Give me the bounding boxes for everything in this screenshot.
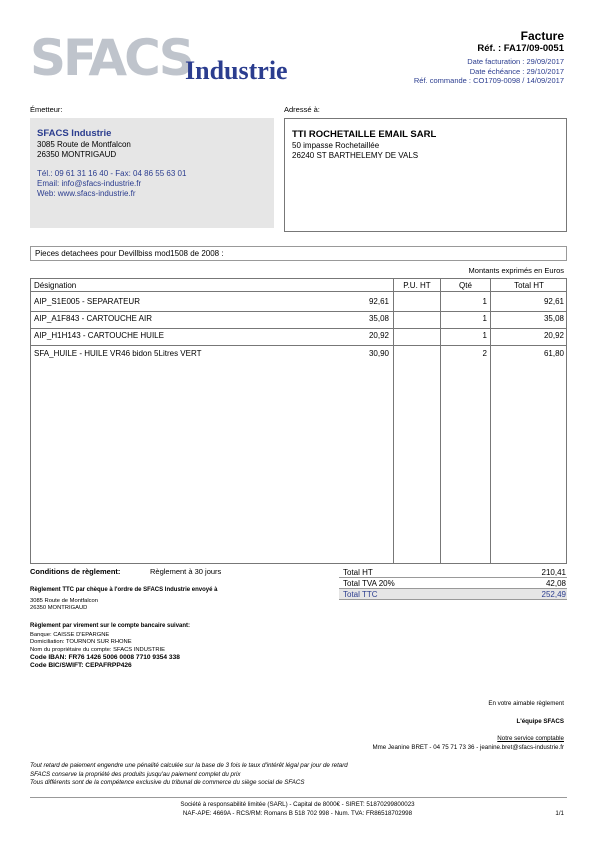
order-ref: Réf. commande : CO1709-0098 / 14/09/2017 [413, 76, 564, 85]
row3-designation: AIP_H1H143 - CARTOUCHE HUILE [34, 331, 164, 340]
total-tva-row [339, 578, 567, 589]
conditions-value: Règlement à 30 jours [150, 567, 222, 576]
total-ht-label: Total HT [343, 568, 373, 577]
invoice-due-date: Date échéance : 29/10/2017 [469, 66, 564, 76]
recipient-address2: 26240 ST BARTHELEMY DE VALS [292, 151, 419, 160]
total-ht-value: 210,41 [541, 568, 566, 577]
footer-divider [30, 797, 567, 798]
totals-block [339, 567, 567, 600]
row2-qte: 1 [482, 314, 487, 323]
emitter-address1: 3085 Route de Montfalcon [37, 140, 131, 149]
col-divider [440, 279, 441, 563]
footer-line1: Société à responsabilité limitée (SARL) - Capital de 8000€ - SIRET: 51870299800023 [180, 801, 415, 808]
cheque-title: Règlement TTC par chèque à l'ordre de SFACS Industrie envoyé à [30, 587, 218, 593]
invoice-ref: Réf. : FA17/09-0051 [477, 43, 564, 54]
accounting-service: Notre service comptable [497, 735, 564, 742]
virement-title: Règlement par virement sur le compte bancaire suivant: [30, 623, 191, 629]
emitter-email: Email: info@sfacs-industrie.fr [37, 179, 142, 188]
bank-name: Banque: CAISSE D'EPARGNE [30, 632, 110, 639]
row1-designation: AIP_S1E005 - SEPARATEUR [34, 297, 140, 306]
emitter-label: Émetteur: [30, 105, 63, 114]
bank-domiciliation: Domiciliation: TOURNON SUR RHONE [30, 639, 132, 646]
conditions-label: Conditions de règlement: [30, 567, 121, 576]
emitter-address2: 26350 MONTRIGAUD [37, 150, 117, 159]
row2-total: 35,08 [543, 314, 564, 323]
bic-swift: Code BIC/SWIFT: CEPAFRPP426 [30, 661, 132, 669]
greeting: En votre aimable règlement [488, 700, 564, 707]
company-logo [30, 30, 320, 90]
cheque-info [30, 587, 217, 613]
row-divider [31, 345, 566, 346]
emitter-web: Web: www.sfacs-industrie.fr [37, 189, 136, 198]
row-divider [31, 311, 566, 312]
header-designation: Désignation [34, 281, 77, 290]
total-ttc-row [339, 589, 567, 600]
legal-line: Tout retard de paiement engendre une pénalité calculée sur la base de 3 fois le taux d'intérêt légal par jour de retard [30, 762, 348, 769]
footer-line2: NAF-APE: 4669A - RCS/RM: Romans B 518 702 998 - Num. TVA: FR86518702998 [182, 810, 413, 817]
total-tva-label: Total TVA 20% [343, 579, 395, 588]
reference-line: Pieces detachees pour Devillbiss mod1508 de 2008 : [30, 246, 567, 261]
recipient-address1: 50 impasse Rochetaillée [292, 141, 380, 150]
cheque-address2: 26350 MONTRIGAUD [30, 605, 88, 612]
header-pu: P.U. HT [403, 281, 431, 290]
row2-designation: AIP_A1F843 - CARTOUCHE AIR [34, 314, 152, 323]
bank-info [30, 623, 190, 670]
emitter-name: SFACS Industrie [37, 128, 112, 139]
account-owner: Nom du propriétaire du compte: SFACS INDUSTRIE [30, 646, 165, 653]
total-ttc-value: 252,49 [541, 590, 566, 599]
emitter-box [30, 118, 274, 228]
row4-pu: 30,90 [368, 349, 389, 358]
iban: Code IBAN: FR76 1426 5006 0008 7710 9354 338 [30, 653, 180, 661]
header-qte: Qté [459, 281, 472, 290]
emitter-phone: Tél.: 09 61 31 16 40 - Fax: 04 86 55 63 01 [37, 169, 187, 178]
legal-line: SFACS conserve la propriété des produits jusqu'au paiement complet du prix [30, 770, 241, 778]
currency-note: Montants exprimés en Euros [468, 266, 564, 275]
header-total: Total HT [514, 281, 544, 290]
row4-qte: 2 [482, 349, 487, 358]
total-ht-row [339, 567, 567, 578]
team-signature: L'équipe SFACS [516, 718, 564, 725]
items-table [30, 278, 567, 564]
payment-conditions [30, 567, 222, 577]
invoice-title: Facture [520, 29, 564, 43]
cheque-address1: 3085 Route de Montfalcon [30, 598, 99, 605]
row-divider [31, 328, 566, 329]
recipient-box [284, 118, 567, 232]
row3-pu: 20,92 [368, 331, 389, 340]
invoice-header [414, 30, 564, 86]
legal-line: Tous différents sont de la compétence exclusive du tribunal de commerce du siège social de SFACS [30, 779, 305, 786]
legal-notes [30, 762, 348, 788]
row4-designation: SFA_HUILE - HUILE VR46 bidon 5Litres VERT [34, 349, 202, 358]
recipient-label: Adressé à: [284, 105, 320, 114]
table-header [31, 279, 566, 292]
col-divider [490, 279, 491, 563]
accounting-contact: Mme Jeanine BRET - 04 75 71 73 36 - jeanine.bret@sfacs-industrie.fr [372, 744, 564, 751]
total-ttc-label: Total TTC [343, 590, 378, 599]
row3-total: 20,92 [543, 331, 564, 340]
page-number: 1/1 [555, 810, 564, 817]
logo-brand: SFACS [30, 29, 192, 87]
row1-qte: 1 [482, 297, 487, 306]
col-divider [393, 279, 394, 563]
total-tva-value: 42,08 [545, 579, 566, 588]
invoice-date: Date facturation : 29/09/2017 [467, 57, 564, 66]
row4-total: 61,80 [543, 349, 564, 358]
row1-pu: 92,61 [368, 297, 389, 306]
logo-suffix: Industrie [185, 56, 288, 85]
row3-qte: 1 [482, 331, 487, 340]
recipient-name: TTI ROCHETAILLE EMAIL SARL [292, 129, 437, 140]
row1-total: 92,61 [543, 297, 564, 306]
row2-pu: 35,08 [368, 314, 389, 323]
